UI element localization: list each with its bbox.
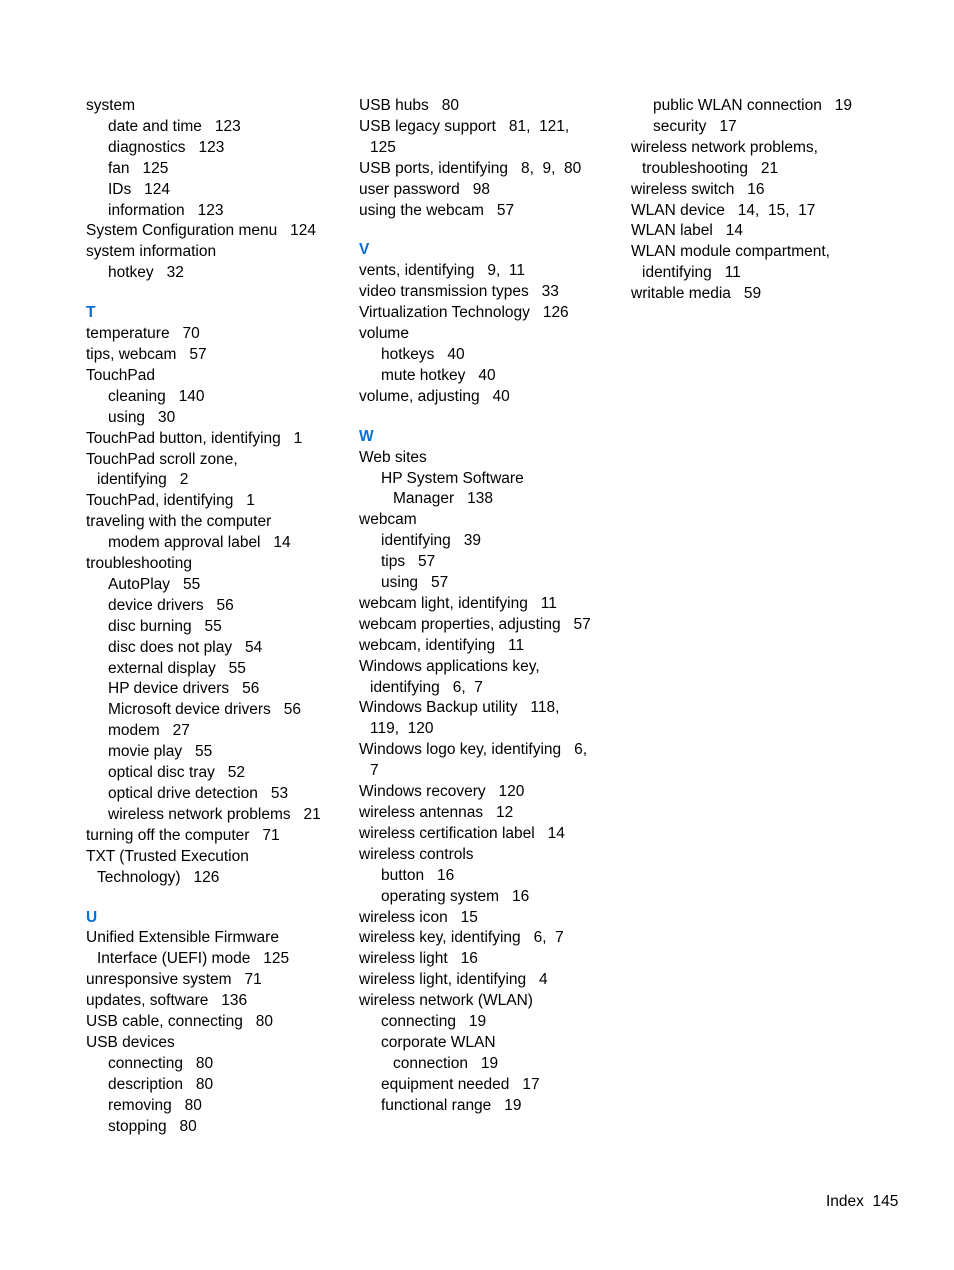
index-subentry: connecting 19	[381, 1013, 487, 1031]
index-subentry: information 123	[108, 201, 224, 219]
index-entry: 125	[370, 138, 396, 156]
index-subentry: mute hotkey 40	[381, 366, 496, 384]
index-subentry: HP System Software	[381, 469, 524, 487]
index-entry: identifying 6, 7	[370, 678, 483, 696]
index-subentry: modem 27	[108, 722, 190, 740]
index-section-letter: U	[86, 908, 98, 926]
index-subentry: external display 55	[108, 659, 246, 677]
index-entry: TouchPad	[86, 366, 155, 384]
index-entry: wireless antennas 12	[359, 804, 514, 821]
index-entry: system	[86, 97, 136, 114]
index-entry: wireless light, identifying 4	[359, 971, 548, 989]
index-subentry: removing 80	[108, 1096, 202, 1114]
index-subentry: equipment needed 17	[381, 1075, 540, 1093]
index-entry: Windows recovery 120	[359, 783, 525, 801]
index-entry: USB ports, identifying 8, 9, 80	[359, 159, 582, 177]
index-subentry: modem approval label 14	[108, 534, 291, 552]
index-entry: turning off the computer 71	[86, 826, 280, 844]
index-entry: wireless network problems,	[631, 138, 818, 156]
index-subentry: disc does not play 54	[108, 638, 263, 656]
index-subentry: Manager 138	[393, 490, 493, 508]
index-subentry: HP device drivers 56	[108, 680, 260, 698]
index-entry: writable media 59	[631, 285, 762, 303]
index-entry: USB devices	[86, 1033, 175, 1051]
index-entry: system information	[86, 243, 217, 261]
index-entry: Windows logo key, identifying 6,	[359, 741, 588, 759]
index-entry: wireless network (WLAN)	[359, 992, 533, 1010]
index-entry: Web sites	[359, 448, 427, 466]
index-entry: troubleshooting 21	[642, 159, 779, 177]
index-entry: temperature 70	[86, 325, 200, 343]
index-section-letter: W	[359, 427, 374, 445]
index-subentry: wireless network problems 21	[108, 805, 321, 823]
index-entry: Windows Backup utility 118,	[359, 699, 560, 717]
index-entry: webcam	[359, 511, 417, 529]
index-subentry: device drivers 56	[108, 596, 234, 614]
index-entry: wireless light 16	[359, 950, 478, 968]
index-subentry: security 17	[653, 117, 737, 135]
index-entry: updates, software 136	[86, 992, 248, 1010]
index-entry: identifying 2	[97, 471, 189, 489]
index-section-letter: T	[86, 304, 96, 322]
index-subentry: disc burning 55	[108, 617, 222, 635]
index-entry: USB legacy support 81, 121,	[359, 117, 570, 135]
index-subentry: hotkeys 40	[381, 345, 465, 363]
index-subentry: optical disc tray 52	[108, 764, 245, 782]
index-subentry: public WLAN connection 19	[653, 97, 853, 114]
index-entry: Virtualization Technology 126	[359, 304, 569, 322]
index-entry: Interface (UEFI) mode 125	[97, 950, 290, 968]
index-subentry: using 57	[381, 574, 449, 592]
page-footer: Index 145	[826, 1193, 899, 1210]
index-subentry: movie play 55	[108, 743, 213, 761]
index-subentry: connecting 80	[108, 1054, 214, 1072]
index-entry: video transmission types 33	[359, 283, 559, 301]
index-subentry: Microsoft device drivers 56	[108, 701, 301, 719]
index-entry: webcam, identifying 11	[359, 636, 525, 654]
index-subentry: hotkey 32	[108, 264, 184, 282]
index-entry: webcam light, identifying 11	[359, 594, 557, 612]
index-subentry: tips 57	[381, 553, 436, 571]
index-entry: using the webcam 57	[359, 201, 515, 219]
index-entry: wireless key, identifying 6, 7	[359, 929, 564, 947]
index-entry: Technology) 126	[97, 868, 220, 886]
index-entry: WLAN label 14	[631, 222, 743, 240]
index-subentry: functional range 19	[381, 1096, 522, 1114]
index-entry: volume	[359, 325, 409, 343]
index-entry: 7	[370, 762, 379, 780]
index-entry: TouchPad, identifying 1	[86, 492, 255, 510]
index-entry: tips, webcam 57	[86, 345, 207, 363]
index-entry: WLAN module compartment,	[631, 243, 830, 261]
index-subentry: description 80	[108, 1075, 214, 1093]
index-subentry: cleaning 140	[108, 387, 205, 405]
index-entry: System Configuration menu 124	[86, 222, 317, 240]
index-subentry: operating system 16	[381, 887, 530, 905]
index-subentry: AutoPlay 55	[108, 575, 201, 593]
index-subentry: diagnostics 123	[108, 138, 225, 156]
index-entry: traveling with the computer	[86, 513, 272, 531]
index-entry: WLAN device 14, 15, 17	[631, 201, 816, 219]
index-entry: unresponsive system 71	[86, 971, 262, 989]
index-entry: wireless icon 15	[359, 908, 478, 926]
index-entry: vents, identifying 9, 11	[359, 262, 526, 280]
index-entry: wireless switch 16	[631, 180, 765, 198]
index-subentry: optical drive detection 53	[108, 785, 289, 802]
index-entry: user password 98	[359, 180, 490, 198]
index-entry: identifying 11	[642, 264, 741, 282]
index-entry: Windows applications key,	[359, 657, 540, 675]
index-subentry: stopping 80	[108, 1117, 197, 1135]
index-column-1	[86, 96, 346, 1138]
index-entry: TouchPad button, identifying 1	[86, 429, 303, 447]
index-entry: wireless controls	[359, 845, 474, 863]
index-entry: volume, adjusting 40	[359, 387, 510, 405]
index-entry: webcam properties, adjusting 57	[359, 615, 591, 633]
index-entry: USB hubs 80	[359, 97, 459, 114]
index-subentry: IDs 124	[108, 180, 171, 198]
index-entry: 119, 120	[370, 720, 434, 738]
index-subentry: button 16	[381, 866, 455, 884]
index-column-3	[631, 96, 891, 305]
index-entry: USB cable, connecting 80	[86, 1013, 273, 1031]
index-subentry: using 30	[108, 408, 176, 426]
index-column-2	[359, 96, 619, 1117]
index-entry: TXT (Trusted Execution	[86, 847, 249, 865]
index-entry: Unified Extensible Firmware	[86, 929, 279, 947]
index-subentry: identifying 39	[381, 532, 481, 550]
index-section-letter: V	[359, 241, 370, 259]
index-subentry: date and time 123	[108, 117, 241, 135]
index-entry: troubleshooting	[86, 555, 192, 573]
index-subentry: connection 19	[393, 1054, 499, 1072]
index-entry: wireless certification label 14	[359, 824, 565, 842]
index-entry: TouchPad scroll zone,	[86, 450, 238, 468]
index-subentry: corporate WLAN	[381, 1033, 496, 1051]
index-subentry: fan 125	[108, 159, 169, 177]
